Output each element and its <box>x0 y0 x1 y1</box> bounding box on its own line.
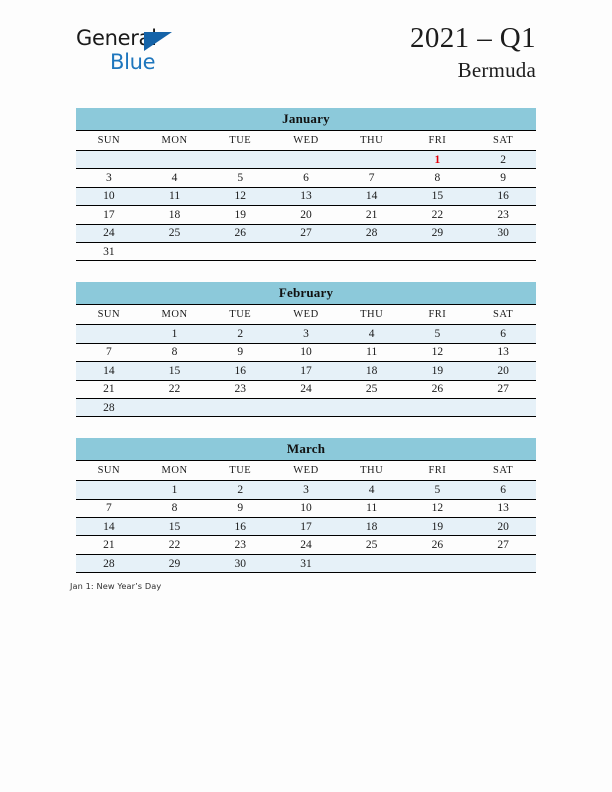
day-cell[interactable]: 16 <box>470 187 536 205</box>
holiday-notes <box>70 580 540 592</box>
day-cell[interactable]: 4 <box>142 169 208 187</box>
weekday-header-tue: TUE <box>207 305 273 325</box>
weekday-header-sat: SAT <box>470 131 536 151</box>
weekday-header-wed: WED <box>273 131 339 151</box>
day-cell[interactable]: 20 <box>470 362 536 380</box>
title-block <box>410 22 536 84</box>
week-row <box>76 362 536 380</box>
month-table <box>76 108 536 261</box>
page-title: 2021 – Q1 <box>409 22 536 54</box>
page-header <box>0 0 612 83</box>
week-row <box>76 242 536 260</box>
day-cell[interactable]: 27 <box>273 224 339 242</box>
day-cell-empty <box>273 242 339 260</box>
day-cell[interactable]: 19 <box>207 206 273 224</box>
week-row <box>76 499 536 517</box>
day-cell[interactable]: 5 <box>405 325 471 343</box>
day-cell-empty <box>273 151 339 169</box>
weekday-header-mon: MON <box>142 305 208 325</box>
day-cell[interactable]: 23 <box>207 380 273 398</box>
day-cell[interactable]: 16 <box>207 362 273 380</box>
day-cell[interactable]: 29 <box>405 224 471 242</box>
day-cell-empty <box>76 151 142 169</box>
week-row <box>76 187 536 205</box>
logo-triangle-icon <box>144 32 172 51</box>
weekday-header-sat: SAT <box>470 461 536 481</box>
month-block-january <box>76 108 536 261</box>
day-cell-empty <box>142 151 208 169</box>
day-cell[interactable]: 14 <box>339 187 405 205</box>
day-cell[interactable]: 22 <box>142 536 208 554</box>
weekday-header-wed: WED <box>273 305 339 325</box>
day-cell[interactable]: 25 <box>142 224 208 242</box>
month-block-march <box>76 438 536 573</box>
day-cell[interactable]: 14 <box>76 518 142 536</box>
day-cell[interactable]: 26 <box>207 224 273 242</box>
day-cell[interactable]: 22 <box>142 380 208 398</box>
day-cell[interactable]: 25 <box>339 380 405 398</box>
day-cell[interactable]: 23 <box>470 206 536 224</box>
day-cell[interactable]: 15 <box>142 362 208 380</box>
day-cell[interactable]: 8 <box>142 343 208 361</box>
week-row <box>76 169 536 187</box>
weekday-header-fri: FRI <box>405 305 471 325</box>
month-title-row <box>76 108 536 131</box>
day-cell[interactable]: 7 <box>76 343 142 361</box>
weekday-header-wed: WED <box>273 461 339 481</box>
day-cell[interactable]: 14 <box>76 362 142 380</box>
weekday-header-sun: SUN <box>76 131 142 151</box>
day-cell[interactable]: 24 <box>273 380 339 398</box>
day-cell[interactable]: 26 <box>405 536 471 554</box>
day-cell[interactable]: 28 <box>76 398 142 416</box>
day-cell[interactable]: 21 <box>339 206 405 224</box>
day-cell[interactable]: 8 <box>142 499 208 517</box>
day-cell[interactable]: 28 <box>339 224 405 242</box>
day-cell[interactable]: 12 <box>405 343 471 361</box>
day-cell[interactable]: 11 <box>142 187 208 205</box>
weekday-header-sat: SAT <box>470 305 536 325</box>
day-cell-empty <box>405 242 471 260</box>
holiday-note-item: Jan 1: New Year’s Day <box>70 581 162 591</box>
day-cell[interactable]: 13 <box>470 499 536 517</box>
logo-text-blue: Blue <box>110 50 156 74</box>
month-title: February <box>76 282 536 305</box>
day-cell[interactable]: 16 <box>207 518 273 536</box>
week-row <box>76 224 536 242</box>
day-cell[interactable]: 25 <box>339 536 405 554</box>
day-cell[interactable]: 2 <box>207 481 273 499</box>
day-cell[interactable]: 7 <box>339 169 405 187</box>
day-cell[interactable]: 19 <box>405 518 471 536</box>
day-cell-empty <box>470 554 536 572</box>
day-cell[interactable]: 9 <box>207 343 273 361</box>
week-row <box>76 151 536 169</box>
day-cell-empty <box>207 398 273 416</box>
day-cell[interactable]: 12 <box>405 499 471 517</box>
day-cell[interactable]: 13 <box>470 343 536 361</box>
day-cell[interactable]: 22 <box>405 206 471 224</box>
day-cell[interactable]: 20 <box>273 206 339 224</box>
day-cell[interactable]: 6 <box>470 481 536 499</box>
day-cell[interactable]: 27 <box>470 536 536 554</box>
day-cell[interactable]: 30 <box>207 554 273 572</box>
day-cell[interactable]: 31 <box>273 554 339 572</box>
week-row <box>76 206 536 224</box>
day-cell[interactable]: 5 <box>207 169 273 187</box>
weekday-header-thu: THU <box>339 305 405 325</box>
weekday-header-row <box>76 305 536 325</box>
day-cell[interactable]: 15 <box>405 187 471 205</box>
weekday-header-sun: SUN <box>76 461 142 481</box>
month-table <box>76 282 536 417</box>
day-cell[interactable]: 21 <box>76 380 142 398</box>
weekday-header-mon: MON <box>142 461 208 481</box>
day-cell-empty <box>470 242 536 260</box>
week-row <box>76 536 536 554</box>
day-cell[interactable]: 18 <box>339 518 405 536</box>
day-cell-empty <box>273 398 339 416</box>
day-cell[interactable]: 23 <box>207 536 273 554</box>
day-cell-empty <box>76 481 142 499</box>
day-cell[interactable]: 20 <box>470 518 536 536</box>
week-row <box>76 343 536 361</box>
week-row <box>76 325 536 343</box>
day-cell-empty <box>207 242 273 260</box>
page-subtitle-country: Bermuda <box>457 58 536 83</box>
week-row <box>76 554 536 572</box>
day-cell[interactable]: 2 <box>470 151 536 169</box>
day-cell-empty <box>405 554 471 572</box>
weekday-header-fri: FRI <box>405 131 471 151</box>
day-cell-empty <box>76 325 142 343</box>
day-cell-empty <box>339 554 405 572</box>
day-cell[interactable]: 9 <box>470 169 536 187</box>
day-cell[interactable]: 17 <box>76 206 142 224</box>
day-cell[interactable]: 4 <box>339 481 405 499</box>
day-cell[interactable]: 28 <box>76 554 142 572</box>
weekday-header-tue: TUE <box>207 131 273 151</box>
month-table <box>76 438 536 573</box>
week-row <box>76 481 536 499</box>
week-row <box>76 380 536 398</box>
day-cell[interactable]: 11 <box>339 499 405 517</box>
day-cell[interactable]: 6 <box>470 325 536 343</box>
month-title: March <box>76 438 536 461</box>
day-cell[interactable]: 9 <box>207 499 273 517</box>
day-cell[interactable]: 1 <box>142 325 208 343</box>
day-cell[interactable]: 24 <box>273 536 339 554</box>
day-cell[interactable]: 27 <box>470 380 536 398</box>
day-cell[interactable]: 18 <box>142 206 208 224</box>
weekday-header-mon: MON <box>142 131 208 151</box>
month-title-row <box>76 282 536 305</box>
day-cell[interactable]: 6 <box>273 169 339 187</box>
general-blue-logo[interactable] <box>76 28 266 80</box>
day-cell[interactable]: 24 <box>76 224 142 242</box>
day-cell-empty <box>339 398 405 416</box>
weekday-header-tue: TUE <box>207 461 273 481</box>
day-cell[interactable]: 3 <box>273 481 339 499</box>
weekday-header-fri: FRI <box>405 461 471 481</box>
weekday-header-row <box>76 131 536 151</box>
logo-text-general: General <box>76 26 157 50</box>
day-cell[interactable]: 2 <box>207 325 273 343</box>
day-cell[interactable]: 21 <box>76 536 142 554</box>
day-cell[interactable]: 3 <box>76 169 142 187</box>
day-cell[interactable]: 26 <box>405 380 471 398</box>
day-cell-empty <box>405 398 471 416</box>
day-cell-empty <box>142 242 208 260</box>
weekday-header-sun: SUN <box>76 305 142 325</box>
month-title-row <box>76 438 536 461</box>
day-cell[interactable]: 19 <box>405 362 471 380</box>
day-cell[interactable]: 15 <box>142 518 208 536</box>
day-cell[interactable]: 12 <box>207 187 273 205</box>
day-cell[interactable]: 8 <box>405 169 471 187</box>
day-cell[interactable]: 18 <box>339 362 405 380</box>
weekday-header-thu: THU <box>339 131 405 151</box>
day-cell[interactable]: 7 <box>76 499 142 517</box>
week-row <box>76 398 536 416</box>
day-cell-empty <box>339 242 405 260</box>
month-title: January <box>76 108 536 131</box>
day-cell-empty <box>470 398 536 416</box>
day-cell[interactable]: 1 <box>142 481 208 499</box>
day-cell[interactable]: 17 <box>273 518 339 536</box>
day-cell[interactable]: 10 <box>76 187 142 205</box>
day-cell[interactable]: 10 <box>273 499 339 517</box>
day-cell[interactable]: 5 <box>405 481 471 499</box>
month-block-february <box>76 282 536 417</box>
weekday-header-row <box>76 461 536 481</box>
day-cell[interactable]: 11 <box>339 343 405 361</box>
day-cell[interactable]: 17 <box>273 362 339 380</box>
day-cell[interactable]: 3 <box>273 325 339 343</box>
week-row <box>76 518 536 536</box>
day-cell[interactable]: 30 <box>470 224 536 242</box>
day-cell-empty <box>207 151 273 169</box>
day-cell[interactable]: 29 <box>142 554 208 572</box>
day-cell-empty <box>142 398 208 416</box>
day-cell-empty <box>339 151 405 169</box>
quarter-calendar-grid <box>76 108 536 594</box>
weekday-header-thu: THU <box>339 461 405 481</box>
day-cell[interactable]: 13 <box>273 187 339 205</box>
day-cell[interactable]: 10 <box>273 343 339 361</box>
day-cell[interactable]: 4 <box>339 325 405 343</box>
day-cell[interactable]: 1 <box>405 151 471 169</box>
day-cell[interactable]: 31 <box>76 242 142 260</box>
